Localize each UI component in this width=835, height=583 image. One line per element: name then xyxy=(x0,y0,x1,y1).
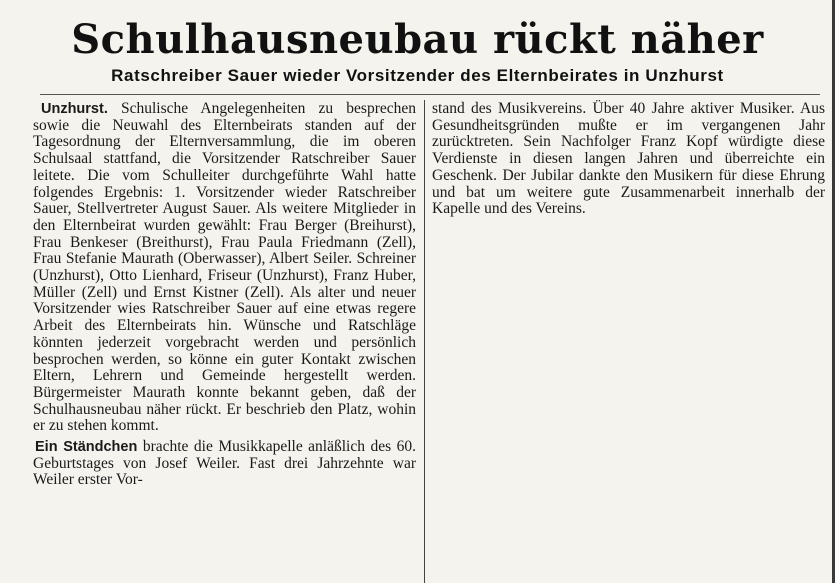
column-right xyxy=(432,101,825,218)
subheadline: Ratschreiber Sauer wieder Vorsitzender des Elternbeirates in Unzhurst xyxy=(111,66,724,85)
paragraph-2-text-left: brachte die Musikkapelle anläßlich des 60. Geburtstages von Josef Weiler. Fast drei Jahrzehnte war Weiler erster Vor- xyxy=(33,438,416,489)
paragraph-2-lead: Ein Ständchen xyxy=(35,439,138,456)
paragraph-2-continued: stand des Musikvereins. Über 40 Jahre aktiver Musiker. Aus Gesundheitsgründen mußte er im vergangenen Jahr zurücktreten. Sein Nachfolger Franz Kopf würdigte diese Verdienste in diesen langen Jahren und überreichte ein Geschenk. Der Jubilar dankte den Musikern für diese Ehrung und bat um weitere gute Zusammenarbeit innerhalb der Kapelle und des Vereins. xyxy=(432,100,825,218)
headline: Schulhausneubau rückt näher xyxy=(71,16,764,63)
paragraph-1 xyxy=(33,101,416,435)
column-divider xyxy=(424,100,425,583)
paragraph-2 xyxy=(33,439,416,489)
header-rule xyxy=(40,94,820,95)
dateline: Unzhurst. xyxy=(41,101,108,117)
paragraph-1-text: Schulische Angelegenheiten zu besprechen sowie die Neuwahl des Elternbeirats standen auf der Tagesordnung der Elternversammlung, die im oberen Schulsaal stattfand, die Vorsitzender Ratschreiber Sauer leitete. Die vom Schulleiter durchgeführte Wahl hatte folgendes Ergebnis: 1. Vorsitzender wieder Ratschreiber Sauer, Stellvertreter August Sauer. Als weitere Mitglieder in den Elternbeirat wurden gewählt: Frau Berger (Breihurst), Frau Benkeser (Breithurst), Frau Paula Friedmann (Zell), Frau Stefanie Maurath (Oberwasser), Albert Seiler. Schreiner (Unzhurst), Otto Lienhard, Friseur (Unzhurst), Franz Huber, Müller (Zell) und Ernst Kistner (Zell). Als alter und neuer Vorsitzender wies Ratschreiber Sauer auf eine etwas regere Arbeit des Elternbeirats hin. Wünsche und Ratschläge könnten jederzeit vorgebracht werden und persönlich besprochen werden, so könne ein guter Kontakt zwischen Eltern, Lehrern und Gemeinde hergestellt werden. Bürgermeister Maurath konnte bekannt geben, daß der Schulhausneubau näher rückt. Er beschrieb den Platz, wohin er zu stehen kommt. xyxy=(33,100,416,435)
column-left xyxy=(33,101,416,489)
